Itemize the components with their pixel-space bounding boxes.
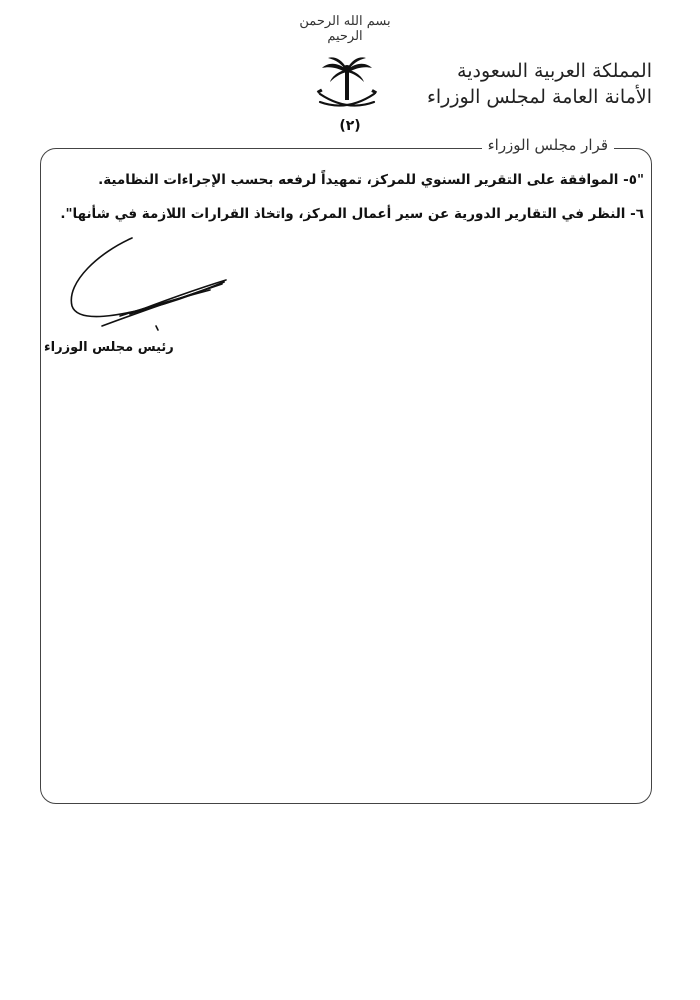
kingdom-name: المملكة العربية السعودية xyxy=(457,60,652,82)
basmala: بسم الله الرحمن الرحيم xyxy=(299,14,391,44)
decision-label: قرار مجلس الوزراء xyxy=(482,136,614,154)
secretariat-name: الأمانة العامة لمجلس الوزراء xyxy=(426,86,652,108)
signer-title: رئيس مجلس الوزراء xyxy=(44,340,174,355)
clause-5: "٥- الموافقة على التقرير السنوي للمركز، تمهيداً لرفعه بحسب الإجراءات النظامية. xyxy=(98,172,644,188)
page-number: (٢) xyxy=(339,118,361,134)
letterhead-org xyxy=(427,58,652,110)
clause-6: ٦- النظر في التقارير الدورية عن سير أعمال المركز، واتخاذ القرارات اللازمة في شأنها". xyxy=(60,206,644,222)
saudi-emblem-icon xyxy=(312,56,382,118)
signature-icon xyxy=(60,232,240,342)
